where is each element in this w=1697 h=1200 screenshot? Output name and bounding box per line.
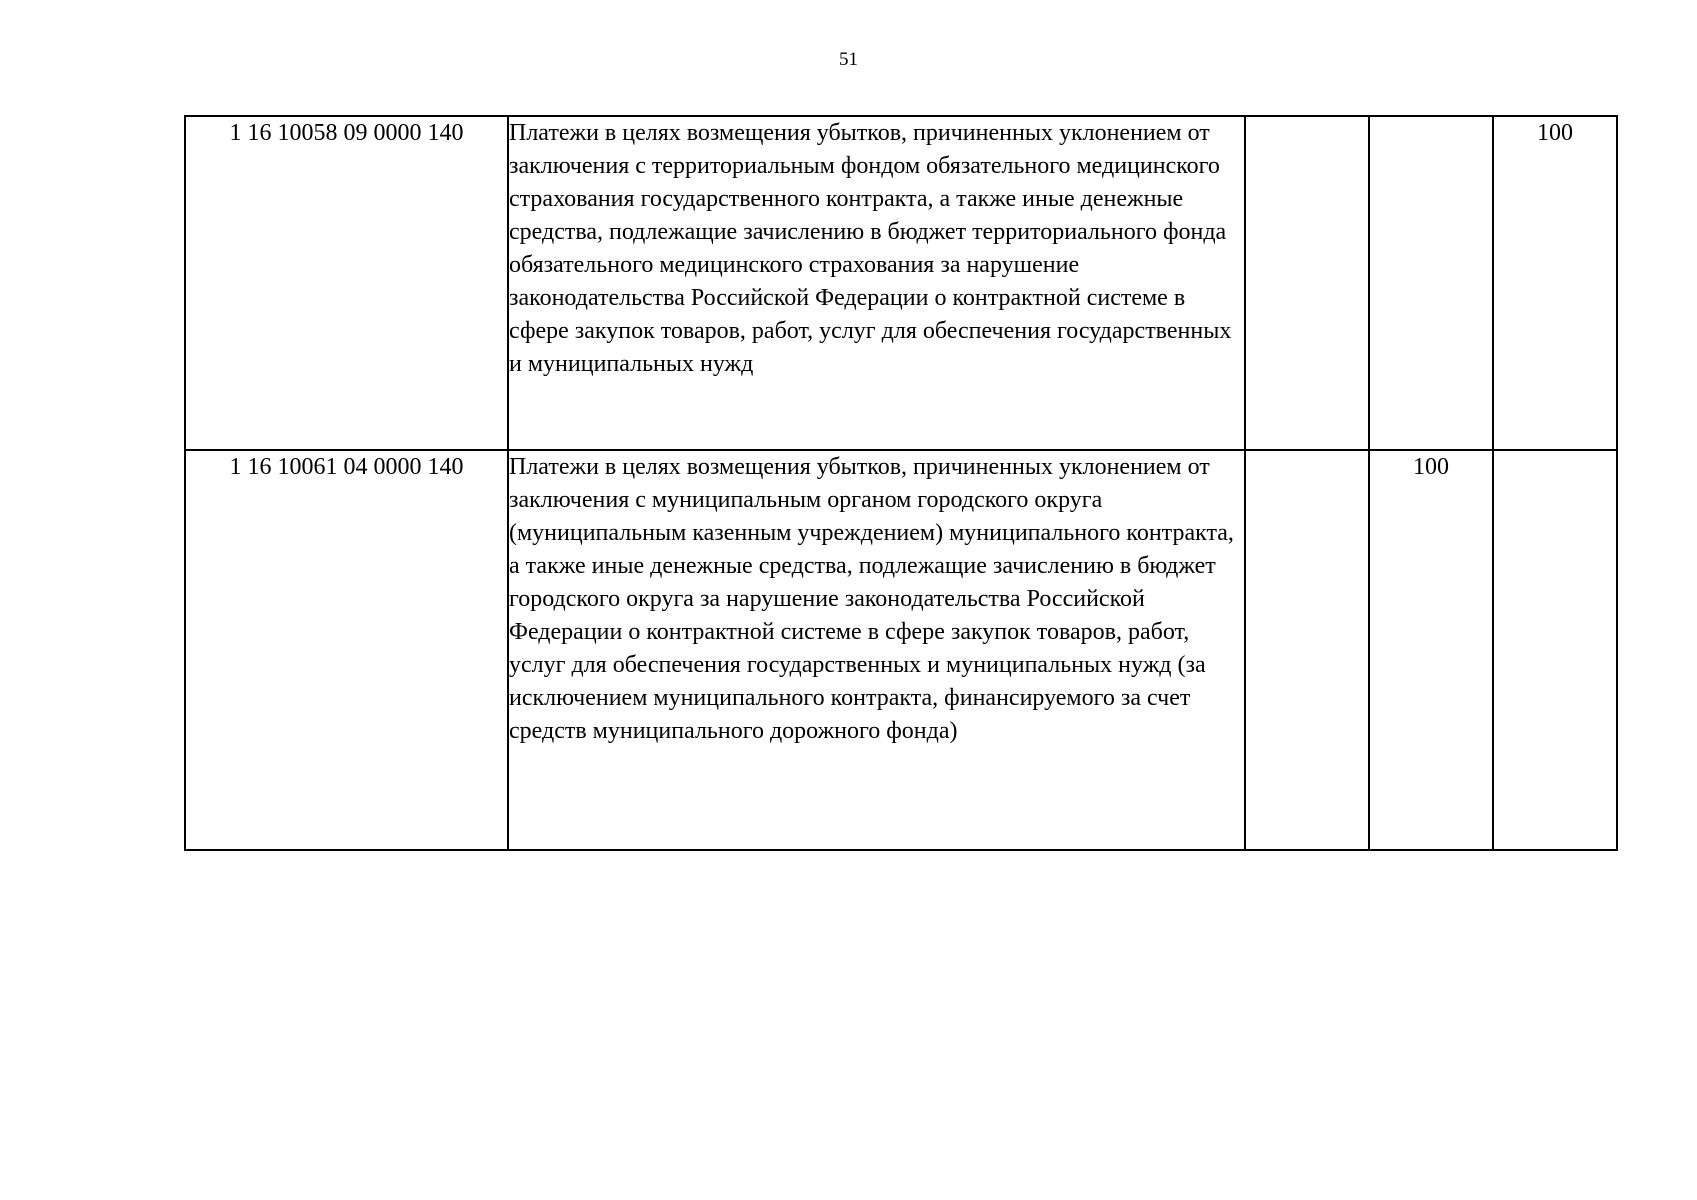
budget-codes-table — [184, 115, 1618, 851]
value-cell-col4 — [1369, 116, 1493, 450]
value-cell-col3 — [1245, 116, 1369, 450]
value-cell-col4: 100 — [1369, 450, 1493, 850]
value-cell-col3 — [1245, 450, 1369, 850]
value-cell-col5 — [1493, 450, 1617, 850]
table-row — [185, 116, 1617, 450]
budget-code-cell: 1 16 10058 09 0000 140 — [185, 116, 508, 450]
value-cell-col5: 100 — [1493, 116, 1617, 450]
table-row — [185, 450, 1617, 850]
page-number: 51 — [839, 49, 858, 70]
budget-code-cell: 1 16 10061 04 0000 140 — [185, 450, 508, 850]
description-cell: Платежи в целях возмещения убытков, причиненных уклонением от заключения с территориальным фондом обязательного медицинского страхования государственного контракта, а также иные денежные средства, подлежащие зачислению в бюджет территориального фонда обязательного медицинского страхования за нарушение законодательства Российской Федерации о контрактной системе в сфере закупок товаров, работ, услуг для обеспечения государственных и муниципальных нужд — [508, 116, 1245, 450]
description-cell: Платежи в целях возмещения убытков, причиненных уклонением от заключения с муниципальным органом городского округа (муниципальным казенным учреждением) муниципального контракта, а также иные денежные средства, подлежащие зачислению в бюджет городского округа за нарушение законодательства Российской Федерации о контрактной системе в сфере закупок товаров, работ, услуг для обеспечения государственных и муниципальных нужд (за исключением муниципального контракта, финансируемого за счет средств муниципального дорожного фонда) — [508, 450, 1245, 850]
